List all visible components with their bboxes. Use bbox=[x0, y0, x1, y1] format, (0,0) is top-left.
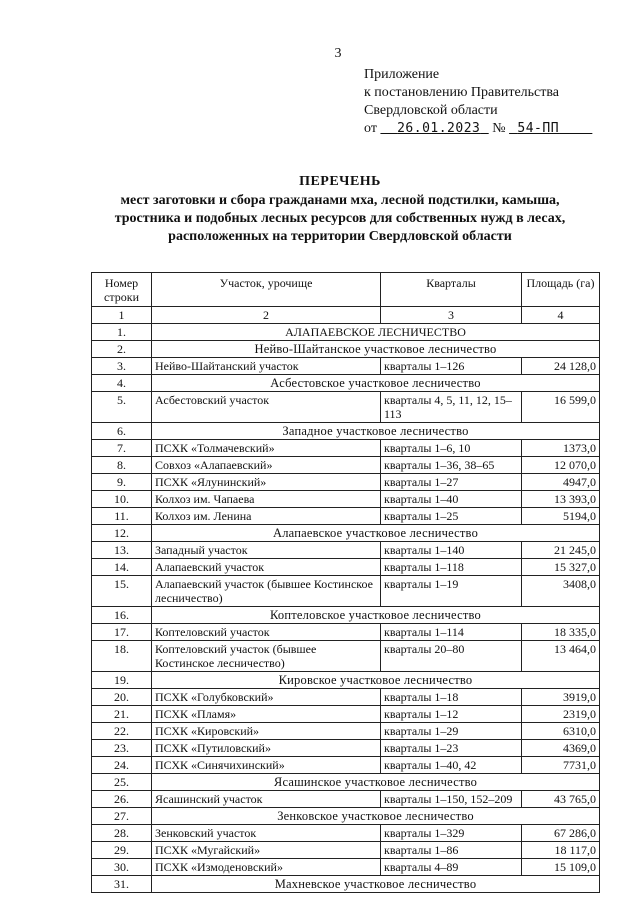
section-row bbox=[92, 324, 600, 341]
row-number: 20. bbox=[92, 689, 152, 706]
row-number: 9. bbox=[92, 474, 152, 491]
section-title: Зенковское участковое лесничество bbox=[152, 808, 600, 825]
row-number: 31. bbox=[92, 876, 152, 893]
site-name: Зенковский участок bbox=[152, 825, 381, 842]
table-row bbox=[92, 440, 600, 457]
quarters: кварталы 1–6, 10 bbox=[381, 440, 522, 457]
row-number: 15. bbox=[92, 576, 152, 607]
site-name: ПСХК «Толмачевский» bbox=[152, 440, 381, 457]
area-value: 18 335,0 bbox=[522, 624, 600, 641]
area-value: 3408,0 bbox=[522, 576, 600, 607]
area-value: 18 117,0 bbox=[522, 842, 600, 859]
forestry-row bbox=[92, 375, 600, 392]
quarters: кварталы 1–23 bbox=[381, 740, 522, 757]
table-row bbox=[92, 740, 600, 757]
area-value: 16 599,0 bbox=[522, 392, 600, 423]
row-number: 23. bbox=[92, 740, 152, 757]
site-name: Алапаевский участок (бывшее Костинское лесничество) bbox=[152, 576, 381, 607]
row-number: 11. bbox=[92, 508, 152, 525]
area-value: 15 327,0 bbox=[522, 559, 600, 576]
area-value: 6310,0 bbox=[522, 723, 600, 740]
table-row bbox=[92, 723, 600, 740]
table-row bbox=[92, 624, 600, 641]
appendix-region: Свердловской области bbox=[364, 103, 498, 118]
quarters: кварталы 1–140 bbox=[381, 542, 522, 559]
table-row bbox=[92, 457, 600, 474]
area-value: 13 464,0 bbox=[522, 641, 600, 672]
quarters: кварталы 1–40 bbox=[381, 491, 522, 508]
forestry-row bbox=[92, 341, 600, 358]
row-number: 8. bbox=[92, 457, 152, 474]
forestry-row bbox=[92, 607, 600, 624]
section-title: Алапаевское участковое лесничество bbox=[152, 525, 600, 542]
area-value: 24 128,0 bbox=[522, 358, 600, 375]
quarters: кварталы 4–89 bbox=[381, 859, 522, 876]
title-line-3: расположенных на территории Свердловской области bbox=[168, 229, 512, 244]
header-area: Площадь (га) bbox=[522, 273, 600, 307]
site-name: ПСХК «Голубковский» bbox=[152, 689, 381, 706]
table-header-row bbox=[92, 273, 600, 307]
decree-date: 26.01.2023 bbox=[397, 121, 481, 136]
area-value: 67 286,0 bbox=[522, 825, 600, 842]
site-name: Западный участок bbox=[152, 542, 381, 559]
quarters: кварталы 20–80 bbox=[381, 641, 522, 672]
row-number: 2. bbox=[92, 341, 152, 358]
quarters: кварталы 1–329 bbox=[381, 825, 522, 842]
quarters: кварталы 1–19 bbox=[381, 576, 522, 607]
row-number: 19. bbox=[92, 672, 152, 689]
decree-number: 54-ПП bbox=[517, 121, 560, 136]
site-name: Коптеловский участок (бывшее Костинское лесничество) bbox=[152, 641, 381, 672]
table-row bbox=[92, 842, 600, 859]
number-prefix: № bbox=[492, 121, 506, 136]
row-number: 26. bbox=[92, 791, 152, 808]
appendix-block bbox=[364, 66, 592, 138]
appendix-decree: к постановлению Правительства bbox=[364, 85, 560, 100]
section-title: Западное участковое лесничество bbox=[152, 423, 600, 440]
quarters: кварталы 1–150, 152–209 bbox=[381, 791, 522, 808]
section-title: АЛАПАЕВСКОЕ ЛЕСНИЧЕСТВО bbox=[152, 324, 600, 341]
site-name: Совхоз «Алапаевский» bbox=[152, 457, 381, 474]
site-name: Ясашинский участок bbox=[152, 791, 381, 808]
row-number: 10. bbox=[92, 491, 152, 508]
quarters: кварталы 1–126 bbox=[381, 358, 522, 375]
forestry-row bbox=[92, 423, 600, 440]
site-name: Колхоз им. Чапаева bbox=[152, 491, 381, 508]
quarters: кварталы 1–86 bbox=[381, 842, 522, 859]
row-number: 3. bbox=[92, 358, 152, 375]
forestry-row bbox=[92, 525, 600, 542]
title-heading: ПЕРЕЧЕНЬ bbox=[299, 174, 381, 189]
site-name: ПСХК «Пламя» bbox=[152, 706, 381, 723]
row-number: 30. bbox=[92, 859, 152, 876]
document-title bbox=[60, 173, 620, 246]
column-number: 1 bbox=[92, 307, 152, 324]
date-prefix: от bbox=[364, 121, 377, 136]
column-number: 3 bbox=[381, 307, 522, 324]
quarters: кварталы 4, 5, 11, 12, 15–113 bbox=[381, 392, 522, 423]
column-number: 4 bbox=[522, 307, 600, 324]
section-title: Махневское участковое лесничество bbox=[152, 876, 600, 893]
section-title: Нейво-Шайтанское участковое лесничество bbox=[152, 341, 600, 358]
row-number: 25. bbox=[92, 774, 152, 791]
row-number: 22. bbox=[92, 723, 152, 740]
site-name: Колхоз им. Ленина bbox=[152, 508, 381, 525]
section-title: Асбестовское участковое лесничество bbox=[152, 375, 600, 392]
row-number: 13. bbox=[92, 542, 152, 559]
area-value: 4369,0 bbox=[522, 740, 600, 757]
title-line-2: тростника и подобных лесных ресурсов для собственных нужд в лесах, bbox=[114, 211, 566, 226]
table-row bbox=[92, 358, 600, 375]
column-number: 2 bbox=[152, 307, 381, 324]
area-value: 1373,0 bbox=[522, 440, 600, 457]
site-name: ПСХК «Путиловский» bbox=[152, 740, 381, 757]
row-number: 18. bbox=[92, 641, 152, 672]
row-number: 16. bbox=[92, 607, 152, 624]
area-value: 7731,0 bbox=[522, 757, 600, 774]
section-title: Кировское участковое лесничество bbox=[152, 672, 600, 689]
forestry-row bbox=[92, 774, 600, 791]
site-name: Коптеловский участок bbox=[152, 624, 381, 641]
table-row bbox=[92, 508, 600, 525]
page-number: 3 bbox=[334, 46, 342, 61]
row-number: 27. bbox=[92, 808, 152, 825]
row-number: 17. bbox=[92, 624, 152, 641]
table-row bbox=[92, 706, 600, 723]
row-number: 24. bbox=[92, 757, 152, 774]
area-value: 2319,0 bbox=[522, 706, 600, 723]
area-value: 4947,0 bbox=[522, 474, 600, 491]
area-value: 12 070,0 bbox=[522, 457, 600, 474]
table-row bbox=[92, 542, 600, 559]
quarters: кварталы 1–18 bbox=[381, 689, 522, 706]
quarters: кварталы 1–12 bbox=[381, 706, 522, 723]
row-number: 28. bbox=[92, 825, 152, 842]
table-row bbox=[92, 559, 600, 576]
row-number: 14. bbox=[92, 559, 152, 576]
site-name: Алапаевский участок bbox=[152, 559, 381, 576]
table-row bbox=[92, 859, 600, 876]
quarters: кварталы 1–40, 42 bbox=[381, 757, 522, 774]
forestry-row bbox=[92, 808, 600, 825]
site-name: Асбестовский участок bbox=[152, 392, 381, 423]
area-value: 13 393,0 bbox=[522, 491, 600, 508]
area-value: 21 245,0 bbox=[522, 542, 600, 559]
column-number-row bbox=[92, 307, 600, 324]
table-body bbox=[92, 324, 600, 893]
table-row bbox=[92, 689, 600, 706]
forestry-row bbox=[92, 876, 600, 893]
table-row bbox=[92, 474, 600, 491]
row-number: 4. bbox=[92, 375, 152, 392]
appendix-label: Приложение bbox=[364, 67, 440, 82]
table-row bbox=[92, 825, 600, 842]
area-value: 43 765,0 bbox=[522, 791, 600, 808]
quarters: кварталы 1–36, 38–65 bbox=[381, 457, 522, 474]
area-value: 15 109,0 bbox=[522, 859, 600, 876]
row-number: 6. bbox=[92, 423, 152, 440]
site-name: ПСХК «Синячихинский» bbox=[152, 757, 381, 774]
header-quarters: Кварталы bbox=[381, 273, 522, 307]
section-title: Коптеловское участковое лесничество bbox=[152, 607, 600, 624]
header-site: Участок, урочище bbox=[152, 273, 381, 307]
row-number: 21. bbox=[92, 706, 152, 723]
site-name: ПСХК «Кировский» bbox=[152, 723, 381, 740]
title-line-1: мест заготовки и сбора гражданами мха, лесной подстилки, камыша, bbox=[120, 193, 560, 208]
site-name: Нейво-Шайтанский участок bbox=[152, 358, 381, 375]
quarters: кварталы 1–114 bbox=[381, 624, 522, 641]
quarters: кварталы 1–27 bbox=[381, 474, 522, 491]
resource-sites-table bbox=[91, 272, 600, 893]
table-row bbox=[92, 491, 600, 508]
quarters: кварталы 1–29 bbox=[381, 723, 522, 740]
row-number: 1. bbox=[92, 324, 152, 341]
table-row bbox=[92, 641, 600, 672]
row-number: 29. bbox=[92, 842, 152, 859]
section-title: Ясашинское участковое лесничество bbox=[152, 774, 600, 791]
area-value: 5194,0 bbox=[522, 508, 600, 525]
area-value: 3919,0 bbox=[522, 689, 600, 706]
row-number: 7. bbox=[92, 440, 152, 457]
site-name: ПСХК «Измоденовский» bbox=[152, 859, 381, 876]
table-row bbox=[92, 791, 600, 808]
table-row bbox=[92, 392, 600, 423]
table-row bbox=[92, 757, 600, 774]
quarters: кварталы 1–118 bbox=[381, 559, 522, 576]
forestry-row bbox=[92, 672, 600, 689]
row-number: 5. bbox=[92, 392, 152, 423]
site-name: ПСХК «Мугайский» bbox=[152, 842, 381, 859]
row-number: 12. bbox=[92, 525, 152, 542]
appendix-date-line bbox=[364, 120, 592, 138]
quarters: кварталы 1–25 bbox=[381, 508, 522, 525]
header-row-number: Номер строки bbox=[92, 273, 152, 307]
site-name: ПСХК «Ялунинский» bbox=[152, 474, 381, 491]
table-row bbox=[92, 576, 600, 607]
